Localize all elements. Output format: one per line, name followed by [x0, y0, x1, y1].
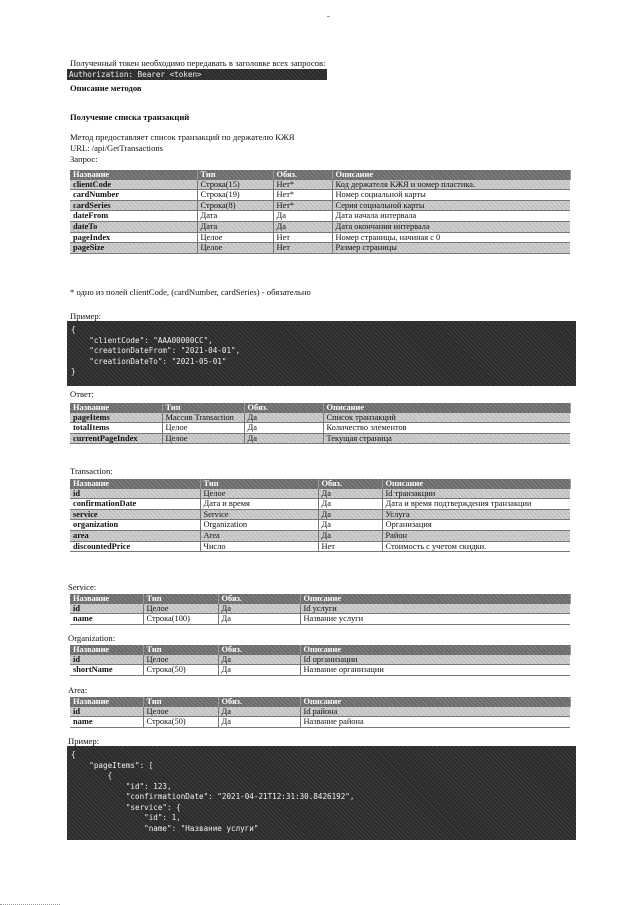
response-label: Ответ: — [70, 389, 94, 399]
table-row — [70, 243, 570, 254]
cell-required: Нет — [273, 243, 332, 254]
cell-name: id — [70, 655, 143, 665]
code-line: "id": 123, — [71, 781, 172, 791]
cell-name: currentPageIndex — [70, 433, 162, 444]
cell-name: pageItems — [70, 413, 162, 423]
cell-description: Id организации — [300, 655, 570, 665]
organization-table-header — [70, 645, 570, 655]
cell-name: id — [70, 489, 200, 499]
header-required: Обяз. — [218, 697, 300, 707]
header-type: Тип — [197, 170, 273, 180]
cell-description: Текущая страница — [323, 433, 570, 444]
request-table-header — [70, 170, 570, 180]
service-table — [70, 594, 571, 625]
header-type: Тип — [143, 645, 218, 655]
header-required: Обяз. — [273, 170, 332, 180]
cell-type: Строка(50) — [143, 717, 218, 728]
cell-name: totalItems — [70, 423, 162, 434]
code-line: "clientCode": "AAA00000CC", — [71, 335, 213, 345]
cell-type: Целое — [143, 604, 218, 614]
code-line: { — [71, 750, 76, 759]
header-type: Тип — [162, 403, 244, 413]
section-heading: Получение списка транзакций — [70, 112, 190, 122]
cell-required: Да — [318, 530, 382, 541]
cell-required: Да — [318, 489, 382, 499]
cell-description: Стоимость с учетом скидки. — [382, 541, 570, 552]
cell-type: Целое — [200, 489, 318, 499]
header-name: Название — [70, 479, 200, 489]
cell-required: Да — [218, 655, 300, 665]
cell-description: Дата начала интервала — [332, 211, 570, 222]
auth-code-block: Authorization: Bearer <token> — [67, 69, 327, 80]
cell-required: Да — [218, 717, 300, 728]
transaction-label: Transaction: — [70, 466, 113, 476]
organization-label: Organization: — [68, 633, 116, 643]
cell-description: Название района — [300, 717, 570, 728]
cell-type: Число — [200, 541, 318, 552]
methods-heading: Описание методов — [70, 83, 142, 93]
cell-required: Да — [318, 499, 382, 510]
cell-name: area — [70, 530, 200, 541]
response-example-code-block — [67, 746, 576, 840]
cell-description: Дата и время подтверждения транзакции — [382, 499, 570, 510]
url-text: URL: /api/GetTransactions — [70, 143, 164, 153]
code-line: { — [71, 771, 113, 780]
table-row — [70, 520, 570, 531]
example-code-block — [67, 321, 576, 386]
cell-name: dateFrom — [70, 211, 197, 222]
header-name: Название — [70, 594, 143, 604]
cell-type: Целое — [197, 243, 273, 254]
header-required: Обяз. — [218, 594, 300, 604]
cell-description: Услуга — [382, 509, 570, 520]
table-row — [70, 232, 570, 243]
scan-mark — [327, 16, 330, 17]
cell-type: Массив Transaction — [162, 413, 244, 423]
table-row — [70, 221, 570, 232]
area-table — [70, 697, 571, 728]
footnote: * одно из полей clientCode, (cardNumber, cardSeries) - обязательно — [70, 287, 311, 297]
header-description: Описание — [382, 479, 570, 489]
cell-name: clientCode — [70, 180, 197, 190]
cell-name: shortName — [70, 665, 143, 676]
code-line: { — [71, 325, 76, 334]
header-description: Описание — [332, 170, 570, 180]
cell-description: Организация — [382, 520, 570, 531]
cell-description: Id транзакции — [382, 489, 570, 499]
table-row — [70, 707, 570, 717]
table-row — [70, 655, 570, 665]
cell-type: Целое — [162, 423, 244, 434]
response-table-header — [70, 403, 570, 413]
table-row — [70, 541, 570, 552]
cell-type: Дата — [197, 211, 273, 222]
cell-name: id — [70, 707, 143, 717]
request-label: Запрос: — [70, 154, 98, 164]
cell-required: Да — [273, 221, 332, 232]
cell-description: Серия социальной карты — [332, 200, 570, 211]
table-row — [70, 433, 570, 444]
cell-required: Да — [218, 604, 300, 614]
table-row — [70, 530, 570, 541]
cell-description: Количество элементов — [323, 423, 570, 434]
header-name: Название — [70, 697, 143, 707]
cell-type: Service — [200, 509, 318, 520]
example-label: Пример: — [70, 311, 102, 321]
cell-type: Дата и время — [200, 499, 318, 510]
area-label: Area: — [68, 685, 88, 695]
example2-label: Пример: — [68, 736, 100, 746]
cell-required: Нет* — [273, 190, 332, 201]
transaction-table — [70, 479, 571, 552]
table-row — [70, 509, 570, 520]
cell-name: pageSize — [70, 243, 197, 254]
code-line: "creationDateFrom": "2021-04-01", — [71, 346, 241, 355]
cell-name: pageIndex — [70, 232, 197, 243]
cell-name: dateTo — [70, 221, 197, 232]
header-name: Название — [70, 170, 197, 180]
cell-name: confirmationDate — [70, 499, 200, 510]
organization-table — [70, 645, 571, 676]
cell-description: Район — [382, 530, 570, 541]
request-table — [70, 170, 571, 254]
cell-required: Нет — [273, 232, 332, 243]
code-line: "creationDateTo": "2021-05-01" — [71, 356, 227, 366]
transaction-table-header — [70, 479, 570, 489]
table-row — [70, 180, 570, 190]
table-row — [70, 665, 570, 676]
header-type: Тип — [143, 594, 218, 604]
cell-description: Размер страницы — [332, 243, 570, 254]
cell-type: Целое — [162, 433, 244, 444]
header-type: Тип — [143, 697, 218, 707]
cell-type: Дата — [197, 221, 273, 232]
header-description: Описание — [300, 645, 570, 655]
cell-description: Номер страницы, начиная с 0 — [332, 232, 570, 243]
cell-name: cardNumber — [70, 190, 197, 201]
cell-type: Целое — [143, 655, 218, 665]
cell-description: Id услуги — [300, 604, 570, 614]
cell-required: Нет — [318, 541, 382, 552]
cell-name: cardSeries — [70, 200, 197, 211]
table-row — [70, 614, 570, 625]
cell-description: Список транзакций — [323, 413, 570, 423]
code-line: } — [71, 367, 76, 376]
cell-description: Название услуги — [300, 614, 570, 625]
code-line: "id": 1, — [71, 813, 181, 822]
cell-name: name — [70, 717, 143, 728]
header-type: Тип — [200, 479, 318, 489]
table-row — [70, 423, 570, 434]
cell-required: Да — [218, 707, 300, 717]
service-label: Service: — [68, 582, 97, 592]
method-description: Метод предоставляет список транзакций по держателю КЖЯ — [70, 132, 295, 142]
cell-required: Да — [318, 520, 382, 531]
header-required: Обяз. — [318, 479, 382, 489]
cell-type: Строка(15) — [197, 180, 273, 190]
cell-required: Да — [244, 433, 323, 444]
cell-type: Целое — [197, 232, 273, 243]
header-description: Описание — [300, 697, 570, 707]
cell-name: id — [70, 604, 143, 614]
header-name: Название — [70, 645, 143, 655]
header-description: Описание — [323, 403, 570, 413]
cell-required: Да — [244, 413, 323, 423]
cell-description: Id района — [300, 707, 570, 717]
cell-required: Да — [244, 423, 323, 434]
cell-type: Organization — [200, 520, 318, 531]
code-line: "pageItems": [ — [71, 760, 154, 770]
code-line: "confirmationDate": "2021-04-21T12:31:30.8426192", — [71, 792, 355, 801]
table-row — [70, 413, 570, 423]
cell-name: organization — [70, 520, 200, 531]
table-row — [70, 190, 570, 201]
cell-required: Да — [273, 211, 332, 222]
cell-required: Да — [218, 614, 300, 625]
table-row — [70, 200, 570, 211]
cell-type: Строка(8) — [197, 200, 273, 211]
service-table-header — [70, 594, 570, 604]
cell-description: Номер социальной карты — [332, 190, 570, 201]
cell-type: Строка(19) — [197, 190, 273, 201]
header-description: Описание — [300, 594, 570, 604]
cell-name: discountedPrice — [70, 541, 200, 552]
table-row — [70, 604, 570, 614]
cell-type: Area — [200, 530, 318, 541]
cell-required: Нет* — [273, 180, 332, 190]
table-row — [70, 211, 570, 222]
cell-required: Да — [318, 509, 382, 520]
cell-type: Целое — [143, 707, 218, 717]
area-table-header — [70, 697, 570, 707]
cell-description: Дата окончания интервала — [332, 221, 570, 232]
cell-type: Строка(100) — [143, 614, 218, 625]
code-line: "name": "Название услуги" — [71, 823, 259, 833]
cell-type: Строка(50) — [143, 665, 218, 676]
table-row — [70, 717, 570, 728]
cell-name: service — [70, 509, 200, 520]
cell-description: Название организации — [300, 665, 570, 676]
code-line: "service": { — [71, 802, 181, 812]
header-name: Название — [70, 403, 162, 413]
intro-text: Полученный токен необходимо передавать в заголовке всех запросов: — [70, 58, 326, 68]
table-row — [70, 499, 570, 510]
cell-required: Да — [218, 665, 300, 676]
table-row — [70, 489, 570, 499]
cell-description: Код держателя КЖЯ и номер пластика. — [332, 180, 570, 190]
cell-required: Нет* — [273, 200, 332, 211]
cell-name: name — [70, 614, 143, 625]
header-required: Обяз. — [218, 645, 300, 655]
response-table — [70, 403, 571, 444]
header-required: Обяз. — [244, 403, 323, 413]
